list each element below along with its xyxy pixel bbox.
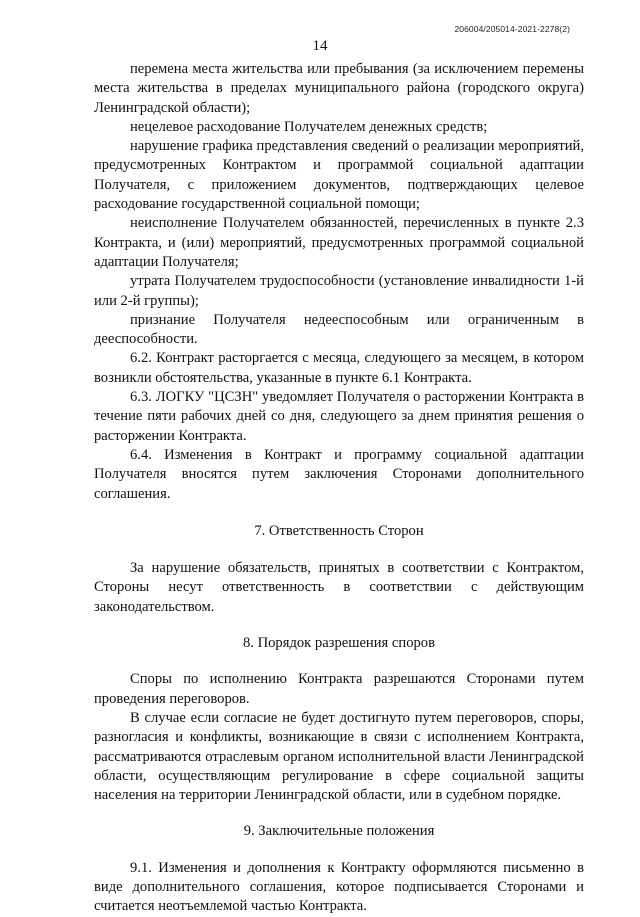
termination-ground-reporting-violation: нарушение графика представления сведений о реализации мероприятий, предусмотренных Контрактом и программой социальной адаптации Получателя, с приложением документов, подтверждающих целевое расходование государственной социальной помощи; <box>94 138 584 213</box>
section-8-text-1: Споры по исполнению Контракта разрешаются Сторонами путем проведения переговоров. <box>94 671 584 707</box>
clause-6-3: 6.3. ЛОГКУ "ЦСЗН" уведомляет Получателя о расторжении Контракта в течение пяти рабочих дней со дня, следующего за днем принятия решения о расторжении Контракта. <box>94 389 584 444</box>
section-7-heading: 7. Ответственность Сторон <box>254 522 424 539</box>
document-body <box>94 60 584 917</box>
termination-ground-misuse-funds: нецелевое расходование Получателем денежных средств; <box>130 118 488 135</box>
section-9-heading: 9. Заключительные положения <box>243 823 435 840</box>
clause-6-2: 6.2. Контракт расторгается с месяца, следующего за месяцем, в котором возникли обстоятельства, указанные в пункте 6.1 Контракта. <box>94 350 584 386</box>
termination-ground-residence-change: перемена места жительства или пребывания (за исключением перемены места жительства в пределах муниципального района (городского округа) Ленинградской области); <box>94 61 584 116</box>
termination-ground-obligations-failure: неисполнение Получателем обязанностей, перечисленных в пункте 2.3 Контракта, и (или) мероприятий, предусмотренных программой социальной адаптации Получателя; <box>94 215 584 270</box>
termination-ground-incapacity: признание Получателя недееспособным или ограниченным в дееспособности. <box>94 311 584 348</box>
page-number: 14 <box>312 38 328 54</box>
section-8-text-2: В случае если согласие не будет достигнуто путем переговоров, споры, разногласия и конфликты, возникающие в связи с исполнением Контракта, рассматриваются отраслевым органом исполнительной власти Ленинградской области, осуществляющим регулирование в сфере социальной защиты населения на территории Ленинградской области, или в судебном порядке. <box>94 709 584 804</box>
clause-6-4: 6.4. Изменения в Контракт и программу социальной адаптации Получателя вносятся путем заключения Сторонами дополнительного соглашения. <box>94 446 584 502</box>
termination-ground-disability: утрата Получателем трудоспособности (установление инвалидности 1-й или 2-й группы); <box>94 273 584 309</box>
section-7-text: За нарушение обязательств, принятых в соответствии с Контрактом, Стороны несут ответственность в соответствии с действующим законодательством. <box>94 560 584 615</box>
section-8-heading: 8. Порядок разрешения споров <box>243 635 435 652</box>
clause-9-1: 9.1. Изменения и дополнения к Контракту оформляются письменно в виде дополнительного соглашения, которое подписывается Сторонами и считается неотъемлемой частью Контракта. <box>94 859 584 915</box>
document-registration-number: 206004/205014-2021-2278(2) <box>454 24 570 34</box>
